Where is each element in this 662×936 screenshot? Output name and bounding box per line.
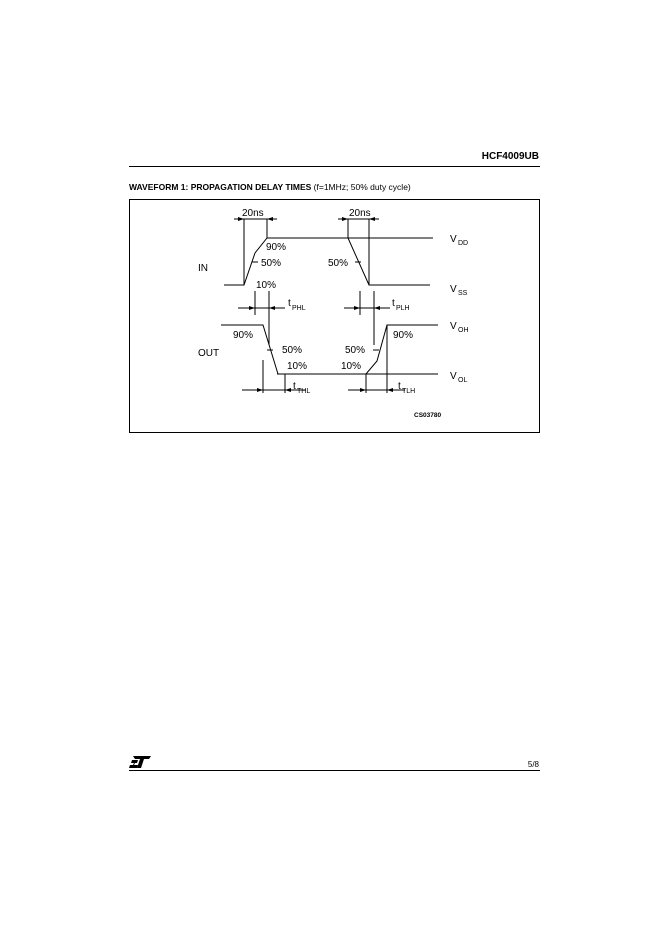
vol-label (450, 371, 467, 384)
figure-title (129, 182, 411, 192)
ttlh-label (398, 381, 415, 395)
svg-text:OH: OH (458, 327, 469, 334)
in-50-fall-label: 50% (328, 258, 349, 269)
vss-label (450, 284, 468, 297)
waveform-figure (129, 199, 540, 433)
out-10-left-label: 10% (287, 361, 308, 372)
svg-text:V: V (450, 234, 457, 245)
vdd-label (450, 234, 468, 247)
rise-time-label: 20ns (242, 208, 264, 219)
svg-text:SS: SS (458, 290, 468, 297)
tplh-label (392, 298, 410, 312)
page-number: 5/8 (527, 760, 539, 769)
tthl-label (293, 381, 310, 395)
figure-code: CS03780 (414, 412, 442, 419)
svg-text:t: t (392, 298, 395, 309)
footer-rule (129, 770, 540, 771)
svg-text:t: t (398, 381, 401, 392)
svg-text:t: t (288, 298, 291, 309)
svg-text:V: V (450, 284, 457, 295)
tphl-label (288, 298, 306, 312)
out-90-right-label: 90% (393, 330, 414, 341)
arrowheads (238, 217, 393, 392)
svg-text:DD: DD (458, 240, 469, 247)
voh-label (450, 321, 469, 334)
out-50-left-label: 50% (282, 345, 303, 356)
svg-text:THL: THL (297, 388, 311, 395)
out-90-left-label: 90% (233, 330, 254, 341)
svg-text:t: t (293, 381, 296, 392)
in-50-rise-label: 50% (261, 258, 282, 269)
in-10-label: 10% (256, 280, 277, 291)
svg-text:V: V (450, 321, 457, 332)
svg-text:TLH: TLH (402, 388, 416, 395)
document-code: HCF4009UB (481, 151, 539, 162)
in-label: IN (198, 263, 208, 274)
header-rule (129, 166, 540, 167)
svg-text:PHL: PHL (292, 305, 306, 312)
figure-title-note: (f=1MHz; 50% duty cycle) (313, 182, 411, 192)
fall-time-label: 20ns (349, 208, 371, 219)
figure-title-bold: WAVEFORM 1: PROPAGATION DELAY TIMES (129, 182, 312, 192)
in-90-label: 90% (266, 242, 287, 253)
out-10-right-label: 10% (341, 361, 362, 372)
svg-text:OL: OL (458, 377, 468, 384)
out-label: OUT (198, 348, 220, 359)
svg-text:V: V (450, 371, 457, 382)
svg-text:PLH: PLH (396, 305, 410, 312)
out-50-right-label: 50% (345, 345, 366, 356)
waveform-diagram (130, 200, 539, 432)
